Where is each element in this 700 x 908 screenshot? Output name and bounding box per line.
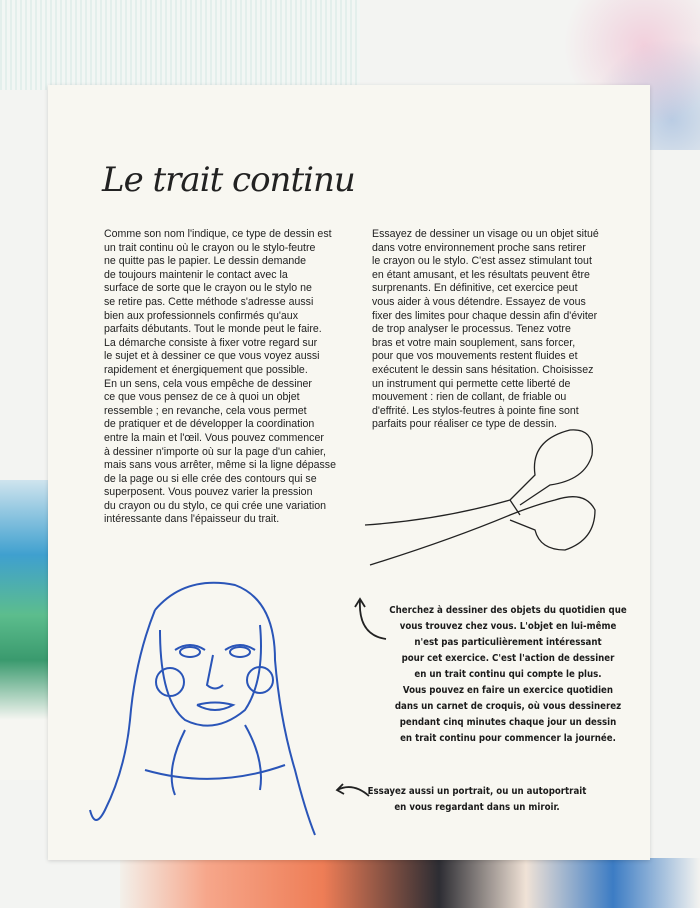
portrait-drawing (85, 570, 325, 840)
texture-top-left (0, 0, 360, 90)
body-text-right: Essayez de dessiner un visage ou un objet situé dans votre environnement proche sans retirer le crayon ou le stylo. C'est assez stimulant tout en étant amusant, et les résultats peuvent être surprenants. En définitive, cet exercice peut vous aider à vous détendre. Essayez de vous fixer des limites pour chaque dessin afin d'éviter de trop analyser le processus. Tenez votre bras et votre main souplement, sans forcer, pour que vos mouvements restent fluides et exécutent le dessin sans hésitation. Choisissez un instrument qui permette cette liberté de mouvement : rien de collant, de friable ou d'effrité. Les stylos-feutres à pointe fine sont parfaits pour réaliser ce type de dessin. (372, 228, 599, 431)
arrow-up-icon (352, 595, 392, 645)
scissors-drawing (360, 420, 610, 580)
body-text-left: Comme son nom l'indique, ce type de dessin est un trait continu où le crayon ou le stylo-feutre ne quitte pas le papier. Le dessin demande de toujours maintenir le contact avec la surface de sorte que le crayon ou le stylo ne se retire pas. Cette méthode s'adresse aussi bien aux professionnels confirmés qu'aux parfaits débutants. Tout le monde peut le faire. La démarche consiste à fixer votre regard sur le sujet et à dessiner ce que vous voyez aussi rapidement et énergiquement que possible. En un sens, cela vous empêche de dessiner ce que vous pensez de ce à quoi un objet ressemble ; en revanche, cela vous permet de pratiquer et de développer la coordination entre la main et l'œil. Vous pouvez commencer à dessiner n'importe où sur la page d'un cahier, mais sans vous arrêter, même si la ligne dépasse de la page ou si elle crée des contours qui se superposent. Vous pouvez varier la pression du crayon ou du stylo, ce qui crée une variation intéressante dans l'épaisseur du trait. (104, 228, 336, 526)
page-title: Le trait continu (102, 160, 355, 200)
paint-bottom (120, 858, 700, 908)
note-portrait: Essayez aussi un portrait, ou un autoportrait en vous regardant dans un miroir. (367, 786, 587, 813)
paint-left-edge (0, 480, 50, 780)
note-everyday-objects: Cherchez à dessiner des objets du quotidien que vous trouvez chez vous. L'objet en lui-même n'est pas particulièrement intéressant pour cet exercice. C'est l'action de dessiner en un trait continu qui compte le plus. Vous pouvez en faire un exercice quotidien dans un carnet de croquis, où vous dessinerez pendant cinq minutes chaque jour un dessin en trait continu pour commencer la journée. (389, 605, 627, 744)
